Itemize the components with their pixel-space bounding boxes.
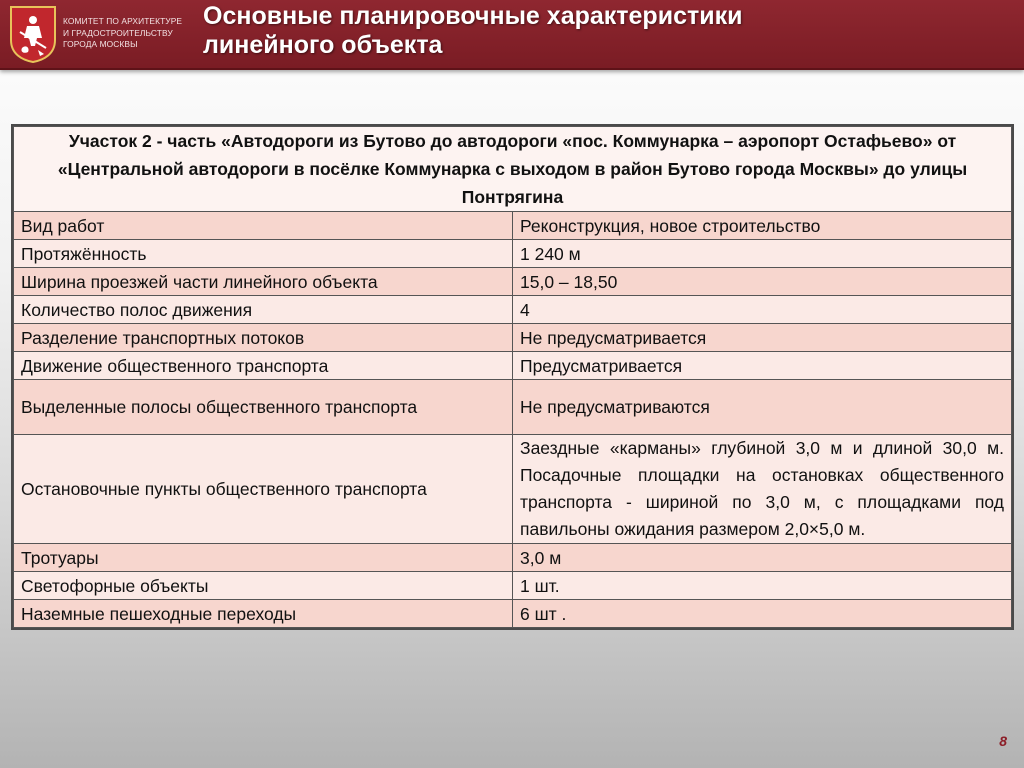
row-label: Тротуары xyxy=(14,544,513,572)
row-value: Реконструкция, новое строительство xyxy=(513,212,1012,240)
moscow-coat-of-arms-icon xyxy=(8,4,58,64)
row-label: Наземные пешеходные переходы xyxy=(14,600,513,628)
row-label: Остановочные пункты общественного транспорта xyxy=(14,435,513,544)
row-value: Предусматривается xyxy=(513,352,1012,380)
header-bar xyxy=(0,0,1024,70)
row-value: 4 xyxy=(513,296,1012,324)
slide-title xyxy=(203,2,983,60)
row-value: 3,0 м xyxy=(513,544,1012,572)
table-row xyxy=(14,600,1012,628)
title-line: Основные планировочные характеристики xyxy=(203,2,743,30)
table-heading: Участок 2 - часть «Автодороги из Бутово до автодороги «пос. Коммунарка – аэропорт Остафьево» от «Центральной автодороги в посёлке Коммунарка с выходом в район Бутово города Москвы» до улицы Понтрягина xyxy=(14,127,1012,212)
row-label: Разделение транспортных потоков xyxy=(14,324,513,352)
row-label: Вид работ xyxy=(14,212,513,240)
row-value: 1 шт. xyxy=(513,572,1012,600)
row-label: Протяжённость xyxy=(14,240,513,268)
table-row xyxy=(14,324,1012,352)
characteristics-table xyxy=(11,124,1014,630)
row-value: Не предусматривается xyxy=(513,324,1012,352)
row-label: Светофорные объекты xyxy=(14,572,513,600)
row-value: Заездные «карманы» глубиной 3,0 м и длиной 30,0 м. Посадочные площадки на остановках общественного транспорта - шириной по 3,0 м, с площадками под павильоны ожидания размером 2,0×5,0 м. xyxy=(513,435,1012,544)
table-row xyxy=(14,212,1012,240)
page-number: 8 xyxy=(999,733,1007,749)
table-row xyxy=(14,296,1012,324)
organization-name xyxy=(63,16,193,51)
row-value: 1 240 м xyxy=(513,240,1012,268)
table-heading-row xyxy=(14,127,1012,212)
org-line: И ГРАДОСТРОИТЕЛЬСТВУ xyxy=(63,27,173,38)
table-row xyxy=(14,572,1012,600)
org-line: ГОРОДА МОСКВЫ xyxy=(63,39,138,49)
org-line: КОМИТЕТ ПО АРХИТЕКТУРЕ xyxy=(63,16,183,26)
row-value: 15,0 – 18,50 xyxy=(513,268,1012,296)
table-row xyxy=(14,380,1012,435)
table-row xyxy=(14,544,1012,572)
table-row xyxy=(14,435,1012,544)
table-row xyxy=(14,240,1012,268)
row-label: Количество полос движения xyxy=(14,296,513,324)
table-row xyxy=(14,268,1012,296)
row-label: Выделенные полосы общественного транспорта xyxy=(14,380,513,435)
row-value: Не предусматриваются xyxy=(513,380,1012,435)
row-label: Ширина проезжей части линейного объекта xyxy=(14,268,513,296)
table-row xyxy=(14,352,1012,380)
row-label: Движение общественного транспорта xyxy=(14,352,513,380)
title-line: линейного объекта xyxy=(203,31,443,59)
row-value: 6 шт . xyxy=(513,600,1012,628)
